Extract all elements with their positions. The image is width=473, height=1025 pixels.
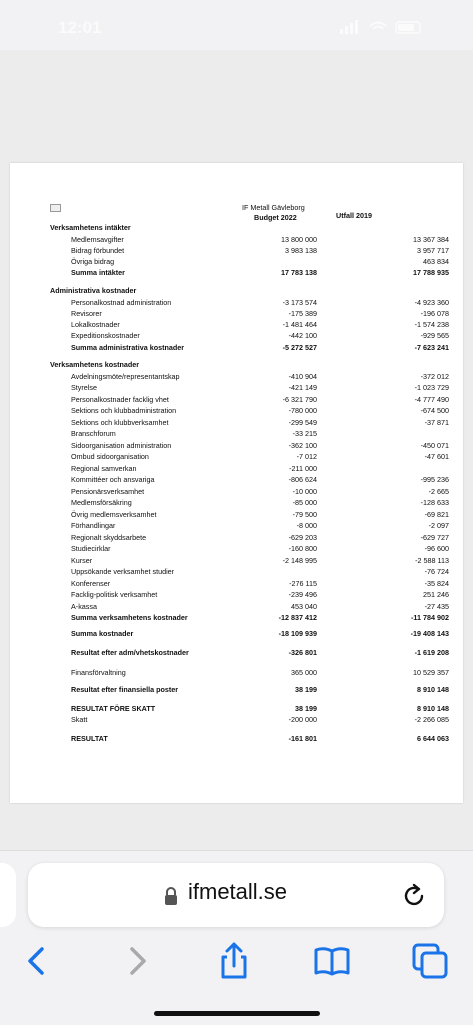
utfall-value: -1 574 238: [414, 320, 449, 329]
utfall-value: -4 777 490: [414, 395, 449, 404]
utfall-value: -69 821: [424, 510, 449, 519]
bookmarks-icon[interactable]: [312, 941, 352, 981]
budget-value: 38 199: [295, 685, 317, 694]
budget-value: -200 000: [288, 715, 317, 724]
org-name: IF Metall Gävleborg: [242, 203, 305, 212]
utfall-value: -995 236: [420, 475, 449, 484]
table-row: [10, 235, 463, 245]
row-label: Uppsökande verksamhet studier: [71, 567, 175, 576]
table-row: [10, 602, 463, 612]
budget-value: -6 321 790: [282, 395, 317, 404]
table-row: [10, 487, 463, 497]
budget-value: 17 783 138: [281, 268, 317, 277]
budget-value: -12 837 412: [278, 613, 317, 622]
row-label: Sektions och klubbverksamhet: [71, 418, 169, 427]
budget-header: Budget 2022: [254, 213, 297, 222]
utfall-value: -196 078: [420, 309, 449, 318]
browser-bottom-bar: [0, 850, 473, 1025]
budget-value: -276 115: [289, 579, 317, 588]
budget-value: -421 149: [288, 383, 317, 392]
row-label: Summa intäkter: [71, 268, 125, 277]
row-label: Lokalkostnader: [71, 320, 120, 329]
table-row: [10, 498, 463, 508]
row-label: Regional samverkan: [71, 464, 137, 473]
utfall-value: -2 588 113: [415, 556, 449, 565]
budget-value: 13 800 000: [281, 235, 317, 244]
budget-value: -161 801: [288, 734, 317, 743]
budget-value: -33 215: [292, 429, 317, 438]
budget-value: -362 100: [288, 441, 317, 450]
status-bar: [0, 0, 473, 50]
row-label: Resultat efter finansiella poster: [71, 685, 179, 694]
table-row: [10, 298, 463, 308]
budget-value: -410 904: [288, 372, 317, 381]
row-label: Sektions och klubbadministration: [71, 406, 177, 415]
utfall-value: -27 435: [424, 602, 449, 611]
utfall-value: -128 633: [420, 498, 449, 507]
browser-toolbar: [0, 941, 473, 981]
doc-icon: [50, 204, 61, 212]
row-label: Övrig medlemsverksamhet: [71, 510, 157, 519]
utfall-value: 8 910 148: [417, 704, 449, 713]
table-row: [10, 590, 463, 600]
table-row: [10, 343, 463, 353]
row-label: Revisorer: [71, 309, 102, 318]
utfall-value: -674 500: [420, 406, 449, 415]
utfall-value: -19 408 143: [410, 629, 449, 638]
lock-icon: [164, 887, 178, 905]
utfall-value: 251 246: [423, 590, 449, 599]
row-label: Administrativa kostnader: [50, 286, 137, 295]
row-label: Finansförvaltning: [71, 668, 126, 677]
previous-tab-stub[interactable]: [0, 863, 16, 927]
row-label: Verksamhetens intäkter: [50, 223, 131, 232]
budget-value: -175 389: [288, 309, 317, 318]
row-label: RESULTAT: [71, 734, 108, 743]
utfall-value: -2 665: [428, 487, 449, 496]
row-label: Facklig-politisk verksamhet: [71, 590, 158, 599]
row-label: Avdelningsmöte/representantskap: [71, 372, 180, 381]
utfall-value: -11 784 902: [411, 613, 449, 622]
table-row: [10, 734, 463, 744]
row-label: Regionalt skyddsarbete: [71, 533, 147, 542]
utfall-value: -929 565: [420, 331, 449, 340]
row-label: Medlemsförsäkring: [71, 498, 132, 507]
budget-value: -3 173 574: [282, 298, 317, 307]
utfall-value: 3 957 717: [417, 246, 449, 255]
row-label: Medlemsavgifter: [71, 235, 124, 244]
row-label: Kommittéer och ansvariga: [71, 475, 155, 484]
utfall-value: -37 871: [424, 418, 449, 427]
utfall-value: -35 824: [424, 579, 449, 588]
utfall-value: 17 788 935: [413, 268, 449, 277]
utfall-value: -1 023 729: [414, 383, 449, 392]
table-row: [10, 715, 463, 725]
budget-value: 453 040: [291, 602, 317, 611]
row-label: Kurser: [71, 556, 93, 565]
utfall-value: 6 644 063: [417, 734, 449, 743]
table-row: [10, 418, 463, 428]
reload-icon[interactable]: [400, 882, 428, 910]
table-row: [10, 613, 463, 623]
table-row: [10, 246, 463, 256]
table-row: [10, 320, 463, 330]
budget-value: -299 549: [288, 418, 317, 427]
share-icon[interactable]: [214, 941, 254, 981]
row-label: Expeditionskostnader: [71, 331, 140, 340]
table-row: [10, 464, 463, 474]
budget-value: -8 000: [296, 521, 317, 530]
budget-value: -79 500: [292, 510, 317, 519]
utfall-value: -2 097: [428, 521, 449, 530]
table-row: [10, 685, 463, 695]
table-row: [10, 567, 463, 577]
section-heading: [10, 286, 463, 296]
row-label: Summa verksamhetens kostnader: [71, 613, 188, 622]
budget-value: -780 000: [288, 406, 317, 415]
table-row: [10, 309, 463, 319]
row-label: Ombud sidoorganisation: [71, 452, 149, 461]
table-row: [10, 533, 463, 543]
row-label: Sidoorganisation administration: [71, 441, 172, 450]
row-label: Pensionärsverksamhet: [71, 487, 145, 496]
budget-value: -7 012: [296, 452, 317, 461]
utfall-value: -7 623 241: [414, 343, 449, 352]
pdf-page: [10, 163, 463, 803]
budget-value: -160 800: [288, 544, 317, 553]
utfall-value: -76 724: [424, 567, 449, 576]
table-row: [10, 331, 463, 341]
budget-value: -1 481 464: [282, 320, 317, 329]
budget-value: -806 624: [288, 475, 317, 484]
row-label: Branschforum: [71, 429, 116, 438]
pdf-viewer[interactable]: [0, 50, 473, 850]
table-row: [10, 579, 463, 589]
row-label: Personalkostnad administration: [71, 298, 172, 307]
table-row: [10, 406, 463, 416]
row-label: Personalkostnader facklig vhet: [71, 395, 169, 404]
table-row: [10, 648, 463, 658]
budget-value: -326 801: [288, 648, 317, 657]
row-label: Summa kostnader: [71, 629, 134, 638]
utfall-value: 463 834: [423, 257, 449, 266]
table-row: [10, 510, 463, 520]
table-row: [10, 395, 463, 405]
budget-value: -239 496: [288, 590, 317, 599]
status-time: 12:01: [58, 18, 102, 37]
utfall-value: -2 266 085: [414, 715, 449, 724]
row-label: Konferenser: [71, 579, 111, 588]
budget-value: 38 199: [295, 704, 317, 713]
table-row: [10, 383, 463, 393]
row-label: Skatt: [71, 715, 88, 724]
budget-value: 3 983 138: [285, 246, 317, 255]
utfall-value: -96 600: [424, 544, 449, 553]
row-label: Bidrag förbundet: [71, 246, 125, 255]
status-icons: [340, 20, 430, 34]
home-indicator: [154, 1011, 320, 1016]
budget-value: -2 148 995: [282, 556, 317, 565]
table-row: [10, 268, 463, 278]
row-label: Resultat efter adm/vhetskostnader: [71, 648, 189, 657]
table-row: [10, 372, 463, 382]
url-text[interactable]: ifmetall.se: [188, 879, 288, 904]
row-label: RESULTAT FÖRE SKATT: [71, 704, 156, 713]
row-label: Övriga bidrag: [71, 257, 115, 266]
row-label: Förhandlingar: [71, 521, 116, 530]
budget-value: -10 000: [292, 487, 317, 496]
table-row: [10, 556, 463, 566]
utfall-value: 13 367 384: [413, 235, 449, 244]
back-icon[interactable]: [18, 941, 58, 981]
table-row: [10, 475, 463, 485]
table-row: [10, 704, 463, 714]
utfall-header: Utfall 2019: [336, 211, 372, 220]
table-row: [10, 629, 463, 639]
table-row: [10, 257, 463, 267]
forward-icon[interactable]: [116, 941, 156, 981]
utfall-value: -450 071: [420, 441, 449, 450]
budget-value: -85 000: [292, 498, 317, 507]
budget-value: -18 109 939: [278, 629, 317, 638]
table-row: [10, 544, 463, 554]
utfall-value: 8 910 148: [417, 685, 449, 694]
table-row: [10, 668, 463, 678]
budget-value: 365 000: [291, 668, 317, 677]
row-label: Summa administrativa kostnader: [71, 343, 185, 352]
budget-value: -211 000: [289, 464, 317, 473]
section-heading: [10, 223, 463, 233]
table-row: [10, 452, 463, 462]
row-label: Styrelse: [71, 383, 97, 392]
utfall-value: -4 923 360: [414, 298, 449, 307]
utfall-value: -372 012: [420, 372, 449, 381]
row-label: Studiecirklar: [71, 544, 111, 553]
budget-value: -5 272 527: [282, 343, 317, 352]
utfall-value: -629 727: [420, 533, 449, 542]
address-bar[interactable]: [28, 863, 444, 927]
table-row: [10, 429, 463, 439]
table-row: [10, 441, 463, 451]
table-row: [10, 521, 463, 531]
section-heading: [10, 360, 463, 370]
budget-value: -629 203: [288, 533, 317, 542]
budget-value: -442 100: [288, 331, 317, 340]
utfall-value: -1 619 208: [414, 648, 449, 657]
utfall-value: -47 601: [424, 452, 449, 461]
tabs-icon[interactable]: [410, 941, 450, 981]
row-label: A-kassa: [71, 602, 97, 611]
row-label: Verksamhetens kostnader: [50, 360, 140, 369]
utfall-value: 10 529 357: [413, 668, 449, 677]
